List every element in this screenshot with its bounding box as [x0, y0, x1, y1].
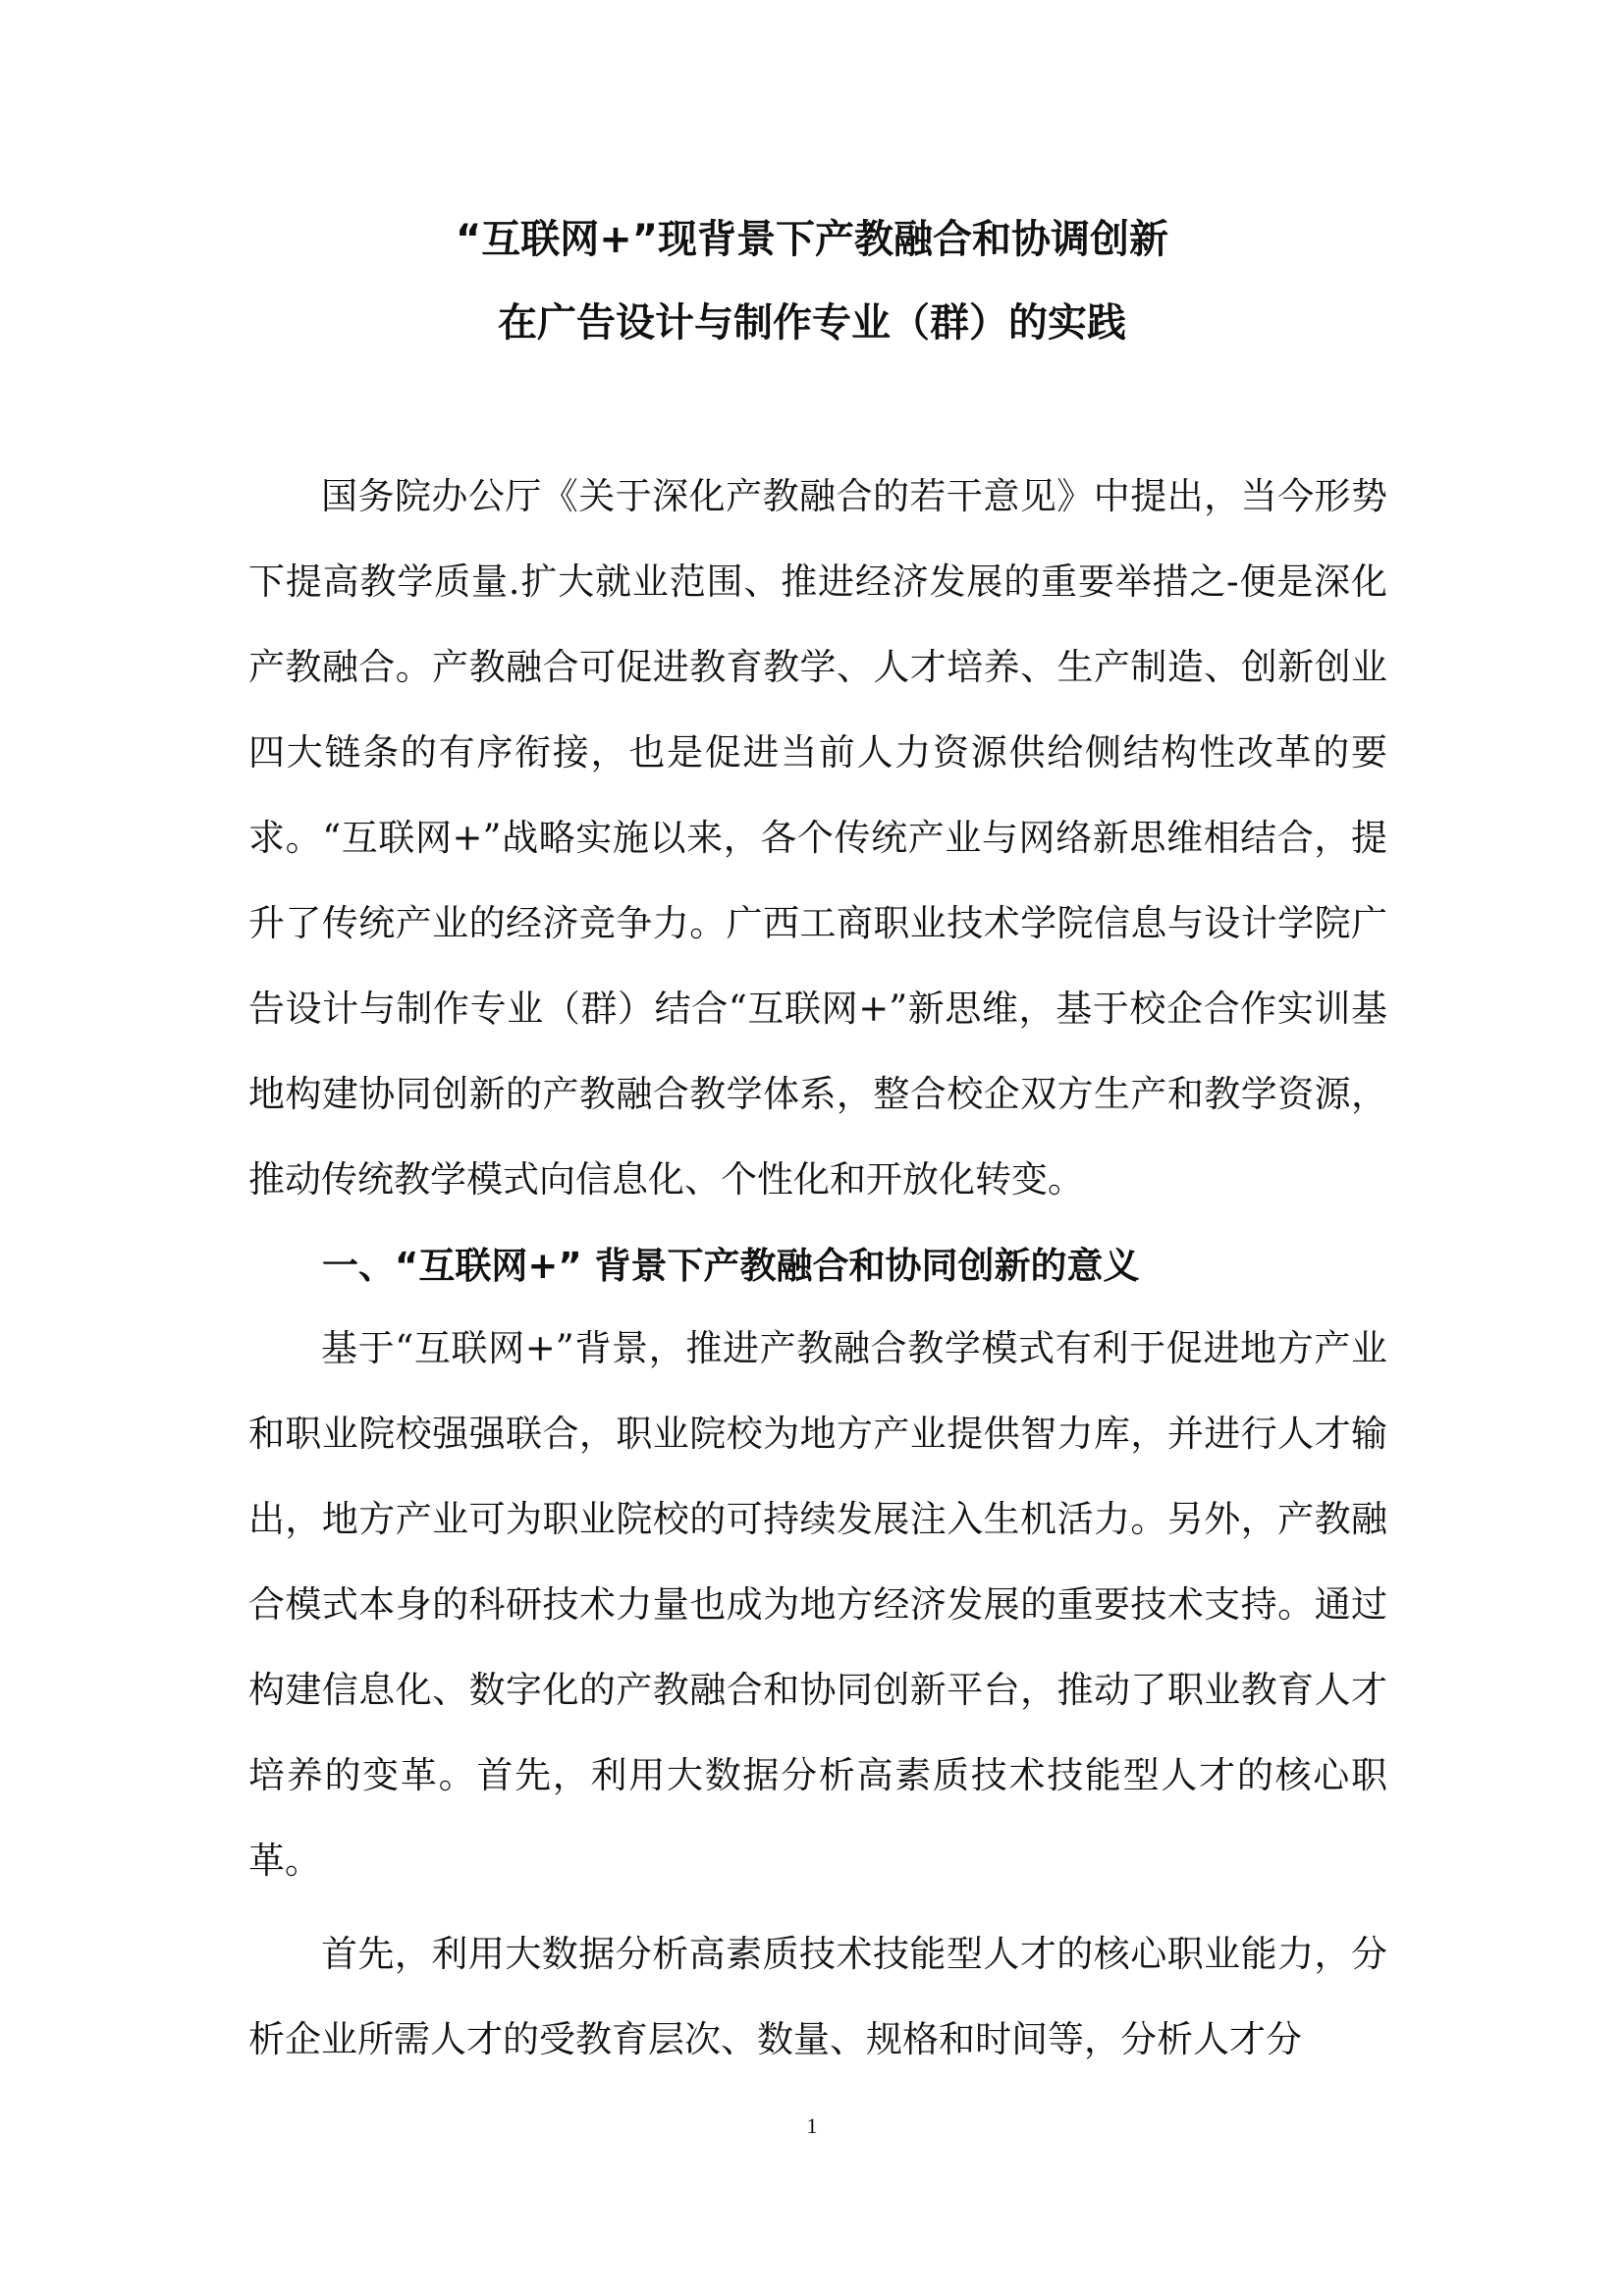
section-heading-1: 一、“互联网+” 背景下产教融合和协同创新的意义	[322, 1245, 1140, 1287]
body-paragraph-3: 首先，利用大数据分析高素质技术技能型人才的核心职业能力，分析企业所需人才的受教育层次、数量、规格和时间等，分析人才分	[248, 1933, 1387, 2060]
document-title-line-2: 在广告设计与制作专业（群）的实践	[498, 300, 1126, 346]
body-paragraph-2: 基于“互联网+”背景，推进产教融合教学模式有利于促进地方产业和职业院校强强联合，职业院校为地方产业提供智力库，并进行人才输出，地方产业可为职业院校的可持续发展注入生机活力。另外，产教融合模式本身的科研技术力量也成为地方经济发展的重要技术支持。通过构建信息化、数字化的产教融合和协同创新平台，推动了职业教育人才培养的变革。首先，利用大数据分析高素质技术技能型人才的核心职革。	[248, 1327, 1387, 1882]
page-number: 1	[806, 2113, 818, 2138]
body-paragraph-1: 国务院办公厅《关于深化产教融合的若干意见》中提出，当今形势下提高教学质量.扩大就业范围、推进经济发展的重要举措之-便是深化产教融合。产教融合可促进教育教学、人才培养、生产制造、创新创业四大链条的有序衔接，也是促进当前人力资源供给侧结构性改革的要求。“互联网+”战略实施以来，各个传统产业与网络新思维相结合，提升了传统产业的经济竞争力。广西工商职业技术学院信息与设计学院广告设计与制作专业（群）结合“互联网+”新思维，基于校企合作实训基地构建协同创新的产教融合教学体系，整合校企双方生产和教学资源，推动传统教学模式向信息化、个性化和开放化转变。	[248, 475, 1387, 1201]
document-title-line-1: “互联网+”现背景下产教融合和协调创新	[455, 217, 1169, 262]
